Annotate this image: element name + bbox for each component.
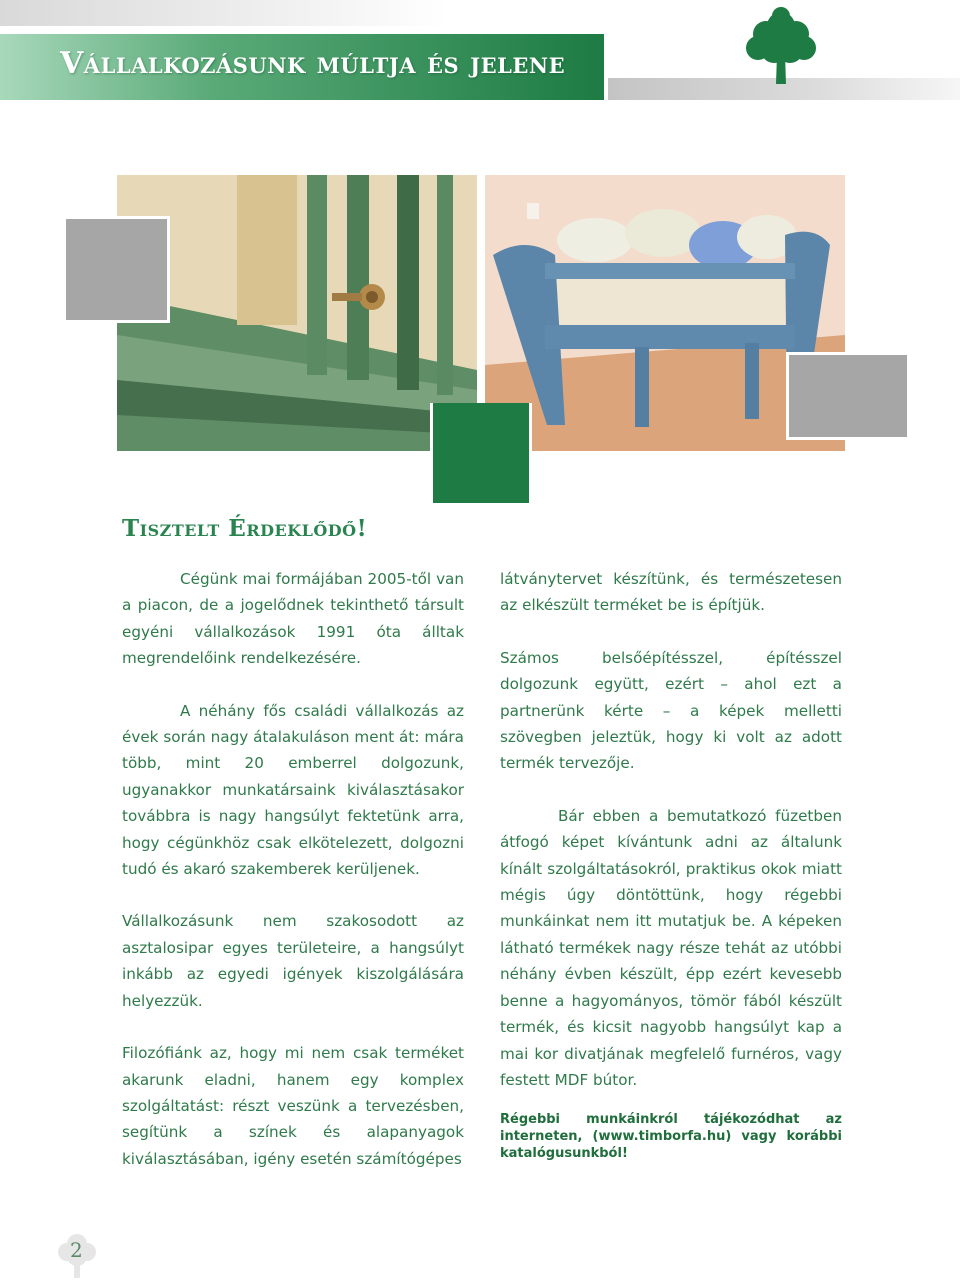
tree-icon bbox=[740, 4, 822, 86]
header-top-strip bbox=[0, 0, 450, 26]
decorative-grey-square bbox=[63, 216, 170, 323]
page-number: 2 bbox=[70, 1238, 83, 1262]
right-text-column bbox=[500, 566, 842, 1162]
paragraph: Cégünk mai formájában 2005-től van a piacon, de a jogelődnek tekinthető társult egyéni vállalkozások 1991 óta álltak megrendelőink rendelkezésére. bbox=[122, 570, 464, 668]
decorative-grey-square bbox=[786, 352, 910, 440]
left-text-column bbox=[122, 566, 464, 1172]
paragraph: Számos belsőépítésszel, építésszel dolgozunk együtt, ezért – ahol ezt a partnerünk kérte – a képek melletti szövegben jeleztük, hogy ki volt az adott termék tervezője. bbox=[500, 648, 842, 773]
page-title: Vállalkozásunk múltja és jelene bbox=[60, 46, 566, 81]
paragraph: A néhány fős családi vállalkozás az évek során nagy átalakuláson ment át: mára több, mint 20 emberrel dolgozunk, ugyanakkor munkatársaink kiválasztásakor továbbra is nagy hangsúlyt fektetünk arra, hogy cégünkhöz csak elkötelezett, dolgozni tudó és akaró szakemberek kerüljenek. bbox=[122, 701, 464, 879]
paragraph: Bár ebben a bemutatkozó füzetben átfogó képet kívántunk adni az általunk kínált szolgáltatásokról, praktikus okok miatt mégis úgy döntöttünk, hogy régebbi munkáinkat nem itt mutatjuk be. A képeken látható termékek nagy része tehát az utóbbi néhány évben készült, épp ezért kevesebb benne a hagyományos, tömör fából készült termék, és kicsit nagyobb hangsúlyt kap a mai kor divatjának megfelelő furnéros, vagy festett MDF bútor. bbox=[500, 806, 842, 1089]
decorative-green-square bbox=[430, 403, 532, 506]
greeting-heading: Tisztelt Érdeklődő! bbox=[122, 515, 368, 542]
paragraph: látványtervet készítünk, és természetesen az elkészült terméket be is építjük. bbox=[500, 570, 842, 615]
website-note: Régebbi munkáinkról tájékozódhat az interneten, (www.timborfa.hu) vagy korábbi katalógusunkból! bbox=[500, 1112, 842, 1162]
paragraph: Vállalkozásunk nem szakosodott az asztalosipar egyes területeire, a hangsúlyt inkább az egyedi igények kiszolgálására helyezzük. bbox=[122, 912, 464, 1010]
paragraph: Filozófiánk az, hogy mi nem csak terméket akarunk eladni, hanem egy komplex szolgáltatást: részt veszünk a tervezésben, segítünk a színek és alapanyagok kiválasztásában, igény esetén számítógépes bbox=[122, 1044, 464, 1168]
wardrobe-detail-photo bbox=[117, 175, 477, 451]
